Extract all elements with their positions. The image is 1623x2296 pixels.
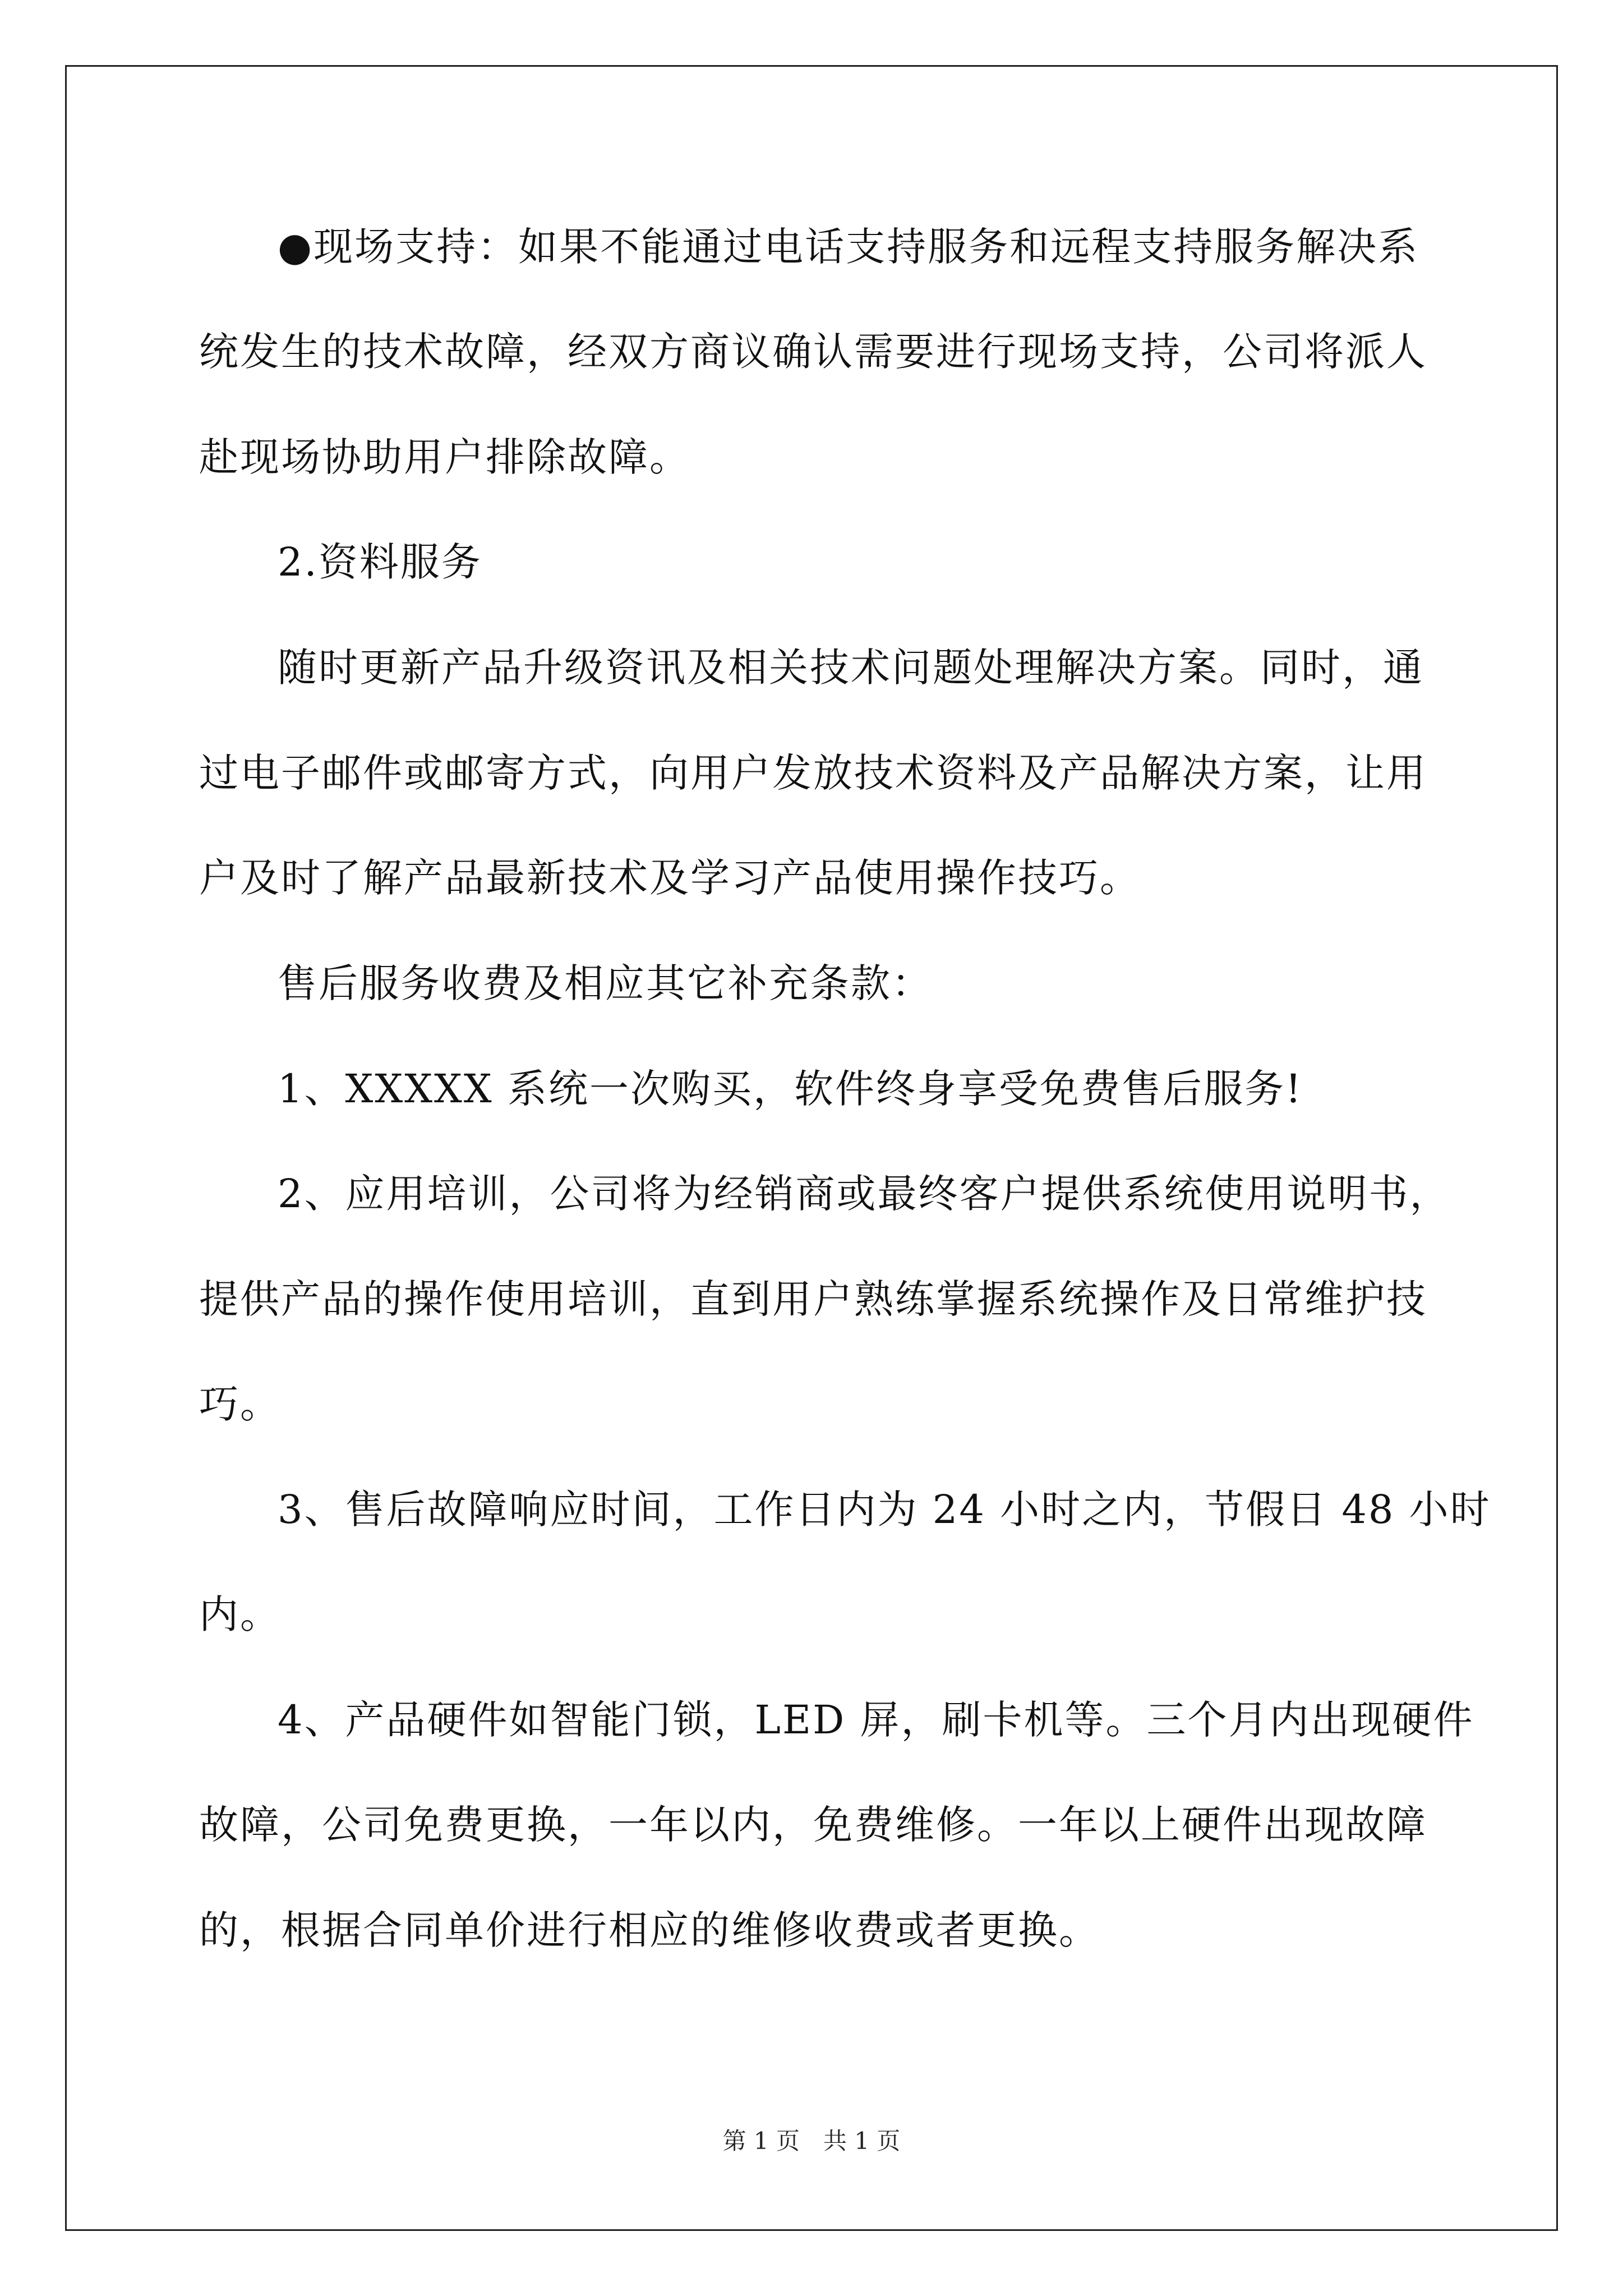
clause-4-line-2: 故障，公司免费更换，一年以内，免费维修。一年以上硬件出现故障: [199, 1802, 1427, 1848]
clause-2-line-3: 巧。: [199, 1381, 281, 1427]
paragraph-onsite-support-line-1: ●现场支持：如果不能通过电话支持服务和远程支持服务解决系: [278, 224, 1419, 270]
paragraph-materials-line-2: 过电子邮件或邮寄方式，向用户发放技术资料及产品解决方案，让用: [199, 750, 1427, 796]
paragraph-materials-line-3: 户及时了解产品最新技术及学习产品使用操作技巧。: [199, 855, 1141, 901]
clause-4-line-1: 4、产品硬件如智能门锁，LED 屏，刷卡机等。三个月内出现硬件: [278, 1697, 1474, 1743]
paragraph-materials-line-1: 随时更新产品升级资讯及相关技术问题处理解决方案。同时，通: [278, 645, 1424, 691]
clause-3-line-1: 3、售后故障响应时间，工作日内为 24 小时之内，节假日 48 小时: [278, 1487, 1491, 1533]
section-heading-fees-terms: 售后服务收费及相应其它补充条款：: [278, 960, 933, 1006]
clause-1-line-1: 1、XXXXX 系统一次购买，软件终身享受免费售后服务!: [278, 1066, 1303, 1112]
section-heading-materials-service: 2.资料服务: [278, 539, 482, 585]
paragraph-onsite-support-line-3: 赴现场协助用户排除故障。: [199, 434, 690, 480]
clause-2-line-2: 提供产品的操作使用培训，直到用户熟练掌握系统操作及日常维护技: [199, 1276, 1427, 1322]
clause-3-line-2: 内。: [199, 1591, 281, 1637]
paragraph-onsite-support-line-2: 统发生的技术故障，经双方商议确认需要进行现场支持，公司将派人: [199, 329, 1427, 375]
clause-2-line-1: 2、应用培训，公司将为经销商或最终客户提供系统使用说明书，: [278, 1171, 1451, 1217]
clause-4-line-3: 的，根据合同单价进行相应的维修收费或者更换。: [199, 1907, 1100, 1953]
page-number-footer: 第 1 页 共 1 页: [722, 2127, 901, 2155]
